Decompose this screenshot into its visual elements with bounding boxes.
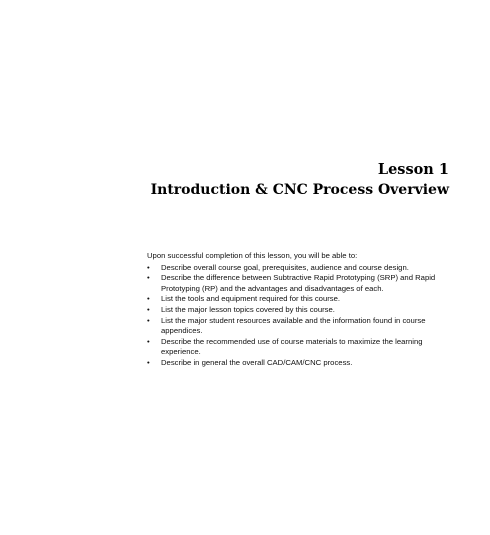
bullet-icon: •	[147, 262, 150, 272]
bullet-icon: •	[147, 304, 150, 314]
list-item	[147, 273, 457, 294]
lesson-heading	[151, 160, 449, 200]
list-item	[147, 294, 457, 305]
list-item-text: List the major lesson topics covered by this course.	[161, 304, 335, 314]
bullet-icon: •	[147, 315, 150, 325]
objective-list	[147, 263, 457, 369]
lesson-number: Lesson 1	[377, 161, 449, 178]
objectives-intro: Upon successful completion of this lesson, you will be able to:	[147, 251, 358, 260]
learning-objectives	[147, 251, 457, 369]
bullet-icon: •	[147, 294, 150, 304]
list-item	[147, 337, 457, 358]
list-item	[147, 263, 457, 274]
list-item-text: List the tools and equipment required for this course.	[161, 294, 341, 304]
list-item	[147, 305, 457, 316]
list-item	[147, 316, 457, 337]
bullet-icon: •	[147, 357, 150, 367]
list-item-text: Describe overall course goal, prerequisites, audience and course design.	[161, 262, 409, 272]
lesson-title: Introduction & CNC Process Overview	[150, 182, 449, 198]
list-item-text: Describe the difference between Subtractive Rapid Prototyping (SRP) and Rapid Prototyping (RP) and the advantages and disadvantages of each.	[161, 273, 436, 293]
list-item-text: Describe in general the overall CAD/CAM/CNC process.	[161, 357, 353, 367]
list-item-text: List the major student resources available and the information found in course appendices.	[161, 315, 426, 336]
bullet-icon: •	[147, 336, 150, 346]
bullet-icon: •	[147, 273, 150, 283]
list-item	[147, 358, 457, 369]
list-item-text: Describe the recommended use of course materials to maximize the learning experience.	[161, 336, 423, 357]
